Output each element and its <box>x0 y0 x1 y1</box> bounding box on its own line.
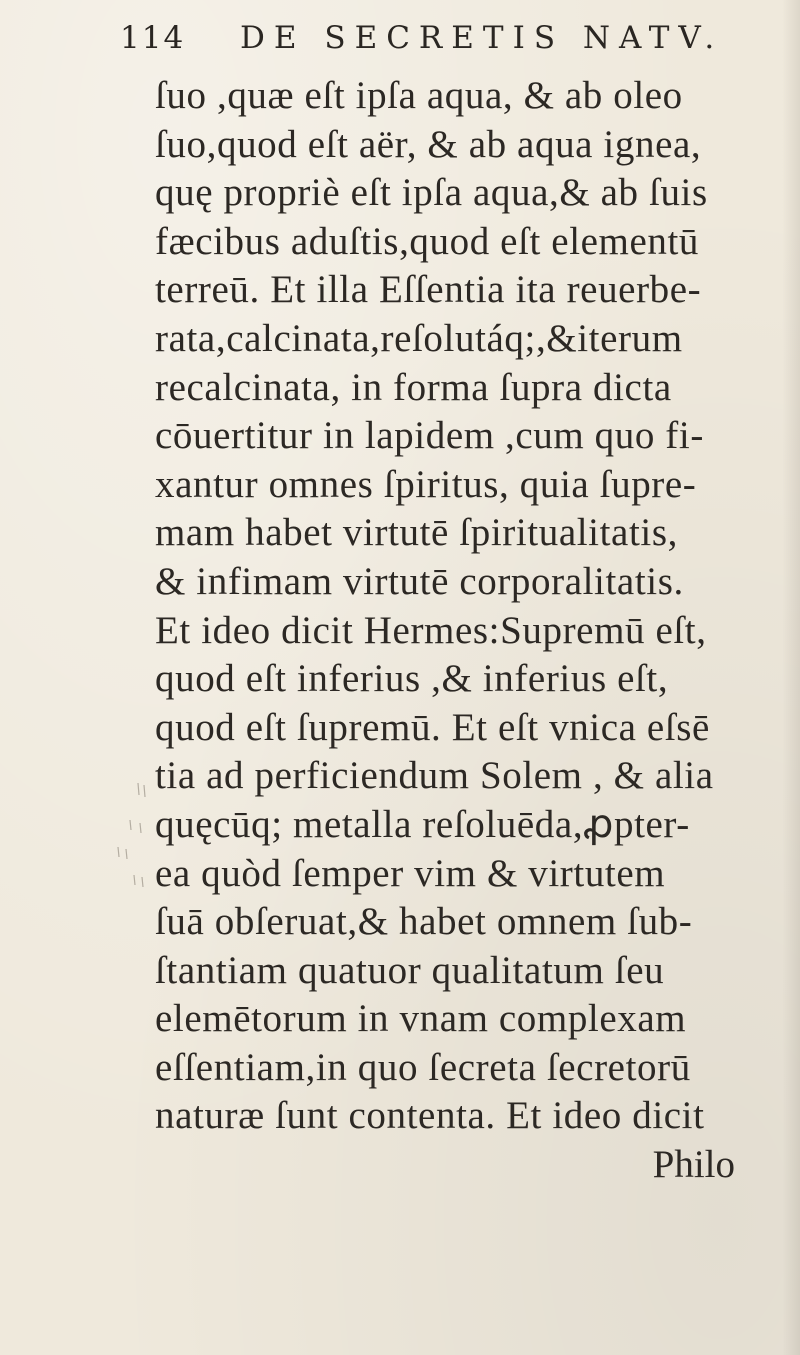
body-text <box>155 72 785 1190</box>
show-through-marks <box>110 775 150 905</box>
text-line: elemētorum in vnam complexam <box>155 997 687 1041</box>
text-line: cōuertitur in lapidem ,cum quo fi- <box>155 414 704 458</box>
text-line: xantur omnes ſpiritus, quia ſupre- <box>155 462 697 506</box>
page-header <box>120 20 724 60</box>
text-line: rata,calcinata,reſolutáq;,&iterum <box>155 316 683 360</box>
text-line: quod eſt ſupremū. Et eſt vnica eſsē <box>155 705 710 749</box>
text-line: terreū. Et illa Eſſentia ita reuerbe- <box>155 268 702 312</box>
text-line: & infimam virtutē corporalitatis. <box>155 559 684 603</box>
margin-show-through <box>110 775 150 905</box>
text-line: ſtantiam quatuor qualitatum ſeu <box>155 948 665 992</box>
running-head: DE SECRETIS NATV. <box>240 20 724 56</box>
text-line: ſuo,quod eſt aër, & ab aqua ignea, <box>155 122 702 166</box>
text-line: ea quòd ſemper vim & virtutem <box>155 851 666 895</box>
text-line: naturæ ſunt contenta. Et ideo dicit <box>155 1094 705 1138</box>
text-line: recalcinata, in forma ſupra dicta <box>155 365 672 409</box>
text-line: Et ideo dicit Hermes:Supremū eſt, <box>155 608 707 652</box>
text-line: quęcūq; metalla reſoluēda,ꝓpter- <box>155 802 690 846</box>
text-line: mam habet virtutē ſpiritualitatis, <box>155 511 678 555</box>
text-line: quod eſt inferius ,& inferius eſt, <box>155 657 669 701</box>
text-line: ſuā obſeruat,& habet omnem ſub- <box>155 900 693 944</box>
catchword: Philo <box>652 1143 735 1187</box>
page-number: 114 <box>120 20 186 56</box>
text-line: fæcibus aduſtis,quod eſt elementū <box>155 219 700 263</box>
text-line: quę propriè eſt ipſa aqua,& ab ſuis <box>155 171 708 215</box>
text-line: eſſentiam,in quo ſecreta ſecretorū <box>155 1045 691 1089</box>
text-line: tia ad perficiendum Solem , & alia <box>155 754 714 798</box>
text-line: ſuo ,quæ eſt ipſa aqua, & ab oleo <box>155 74 683 117</box>
